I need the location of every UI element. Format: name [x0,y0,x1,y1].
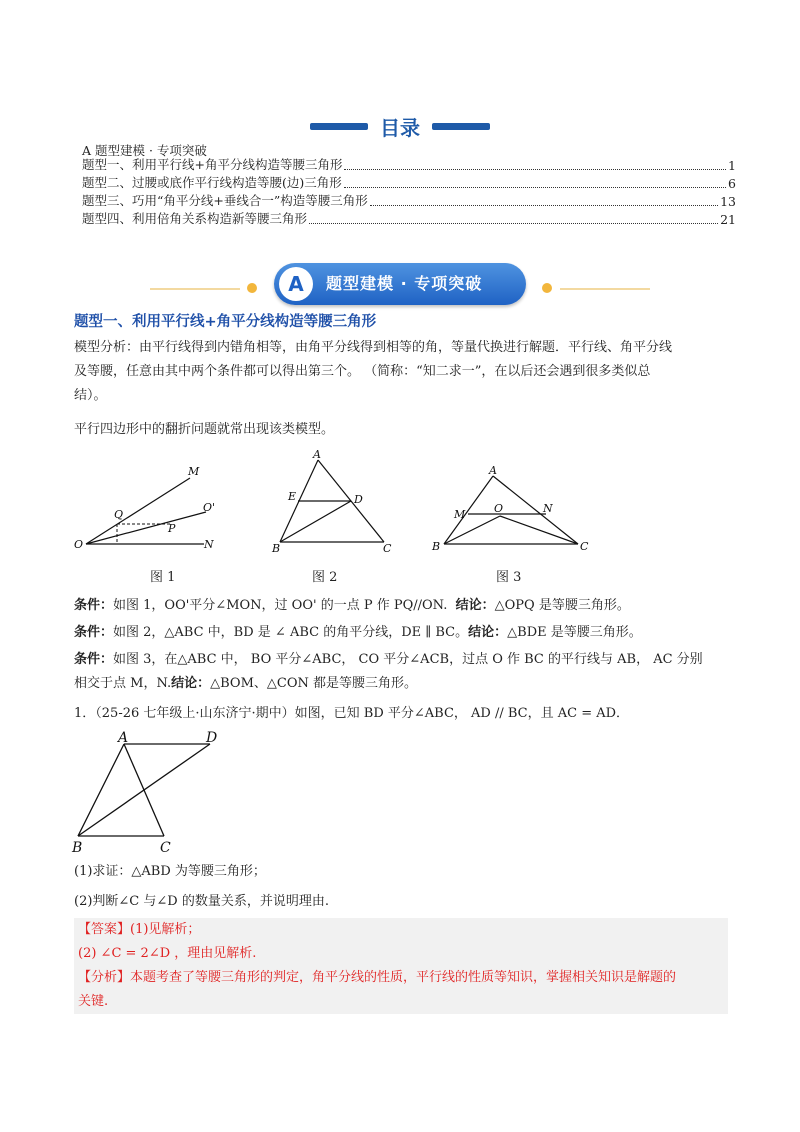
condition-2: 条件：如图 2，△ABC 中，BD 是 ∠ ABC 的角平分线，DE ∥ BC。结论：△BDE 是等腰三角形。 [74,625,642,640]
problem-1-stem: 1．（25-26 七年级上·山东济宁·期中）如图，已知 BD 平分∠ABC， AD // BC，且 AC = AD． [74,706,630,721]
svg-text:O': O' [203,501,216,514]
section-banner [274,263,526,305]
banner-dot-right [542,283,552,293]
question-1: (1)求证：△ABD 为等腰三角形； [74,864,266,879]
figure-3 [430,464,600,556]
answer-block: 【答案】(1)见解析； (2) ∠C = 2∠D ，理由见解析. 【分析】本题考查了等腰三角形的判定，角平分线的性质，平行线的性质等知识，掌握相关知识是解题的 关键. [74,918,728,1014]
analysis-label: 【分析】 [78,970,131,985]
banner-letter: A [279,267,313,301]
svg-text:C: C [160,840,171,856]
svg-text:O: O [494,502,504,515]
figure-1-caption: 图 1 [150,570,176,585]
model-analysis: 模型分析：由平行线得到内错角相等，由角平分线得到相等的角，等量代换进行解题．平行线、角平分线 及等腰，任意由其中两个条件都可以得出第三个。 （简称：“知二求一”，在以后还会遇到很多类似总 结）。 [74,340,673,403]
toc-bar-left [310,123,368,130]
answer-label: 【答案】 [78,922,131,937]
toc-heading [0,112,800,141]
svg-text:E: E [288,490,297,503]
question-2: (2)判断∠C 与∠D 的数量关系，并说明理由. [74,894,329,909]
figure-2 [268,448,398,558]
toc-row[interactable]: 题型二、过腰或底作平行线构造等腰(边)三角形 6 [82,175,736,191]
svg-text:O: O [74,538,84,551]
toc-bar-right [432,123,490,130]
svg-text:M: M [188,465,200,478]
figure-3-caption: 图 3 [496,570,522,585]
toc-row[interactable]: 题型四、利用倍角关系构造新等腰三角形 21 [82,211,736,227]
banner-dash-right [560,288,650,290]
toc-row[interactable]: 题型三、巧用“角平分线+垂线合一”构造等腰三角形 13 [82,193,736,209]
svg-text:D: D [206,730,218,746]
svg-text:A: A [118,730,129,746]
banner-text: 题型建模 · 专项突破 [326,274,483,293]
svg-text:B: B [72,840,83,856]
condition-3: 条件：如图 3，在△ABC 中， BO 平分∠ABC， CO 平分∠ACB，过点 O 作 BC 的平行线与 AB， AC 分别 相交于点 M，N.结论：△BOM、△CON 都是等腰三角形。 [74,652,703,691]
condition-1: 条件：如图 1，OO'平分∠MON，过 OO' 的一点 P 作 PQ//ON. 结论：△OPQ 是等腰三角形。 [74,598,630,613]
svg-text:C: C [580,540,589,553]
figure-1 [70,462,230,562]
section-title: 题型一、利用平行线+角平分线构造等腰三角形 [74,314,377,330]
svg-text:A: A [489,464,497,477]
figure-2-caption: 图 2 [312,570,338,585]
svg-text:B: B [272,542,281,555]
svg-text:A: A [313,448,321,461]
toc-section-a[interactable]: A 题型建模 · 专项突破 [82,143,207,158]
svg-text:C: C [383,542,392,555]
banner-dash-left [150,288,240,290]
svg-text:M: M [454,508,466,521]
banner-dot-left [247,283,257,293]
toc-row[interactable]: 题型一、利用平行线+角平分线构造等腰三角形 1 [82,157,736,173]
svg-text:N: N [204,538,214,551]
toc-title: 目录 [380,116,420,140]
svg-text:Q: Q [114,508,124,521]
svg-text:B: B [432,540,441,553]
svg-text:N: N [543,502,553,515]
svg-text:P: P [168,522,176,535]
svg-text:D: D [354,493,363,506]
model-note: 平行四边形中的翻折问题就常出现该类模型。 [74,422,335,437]
problem-1-figure [68,728,228,856]
